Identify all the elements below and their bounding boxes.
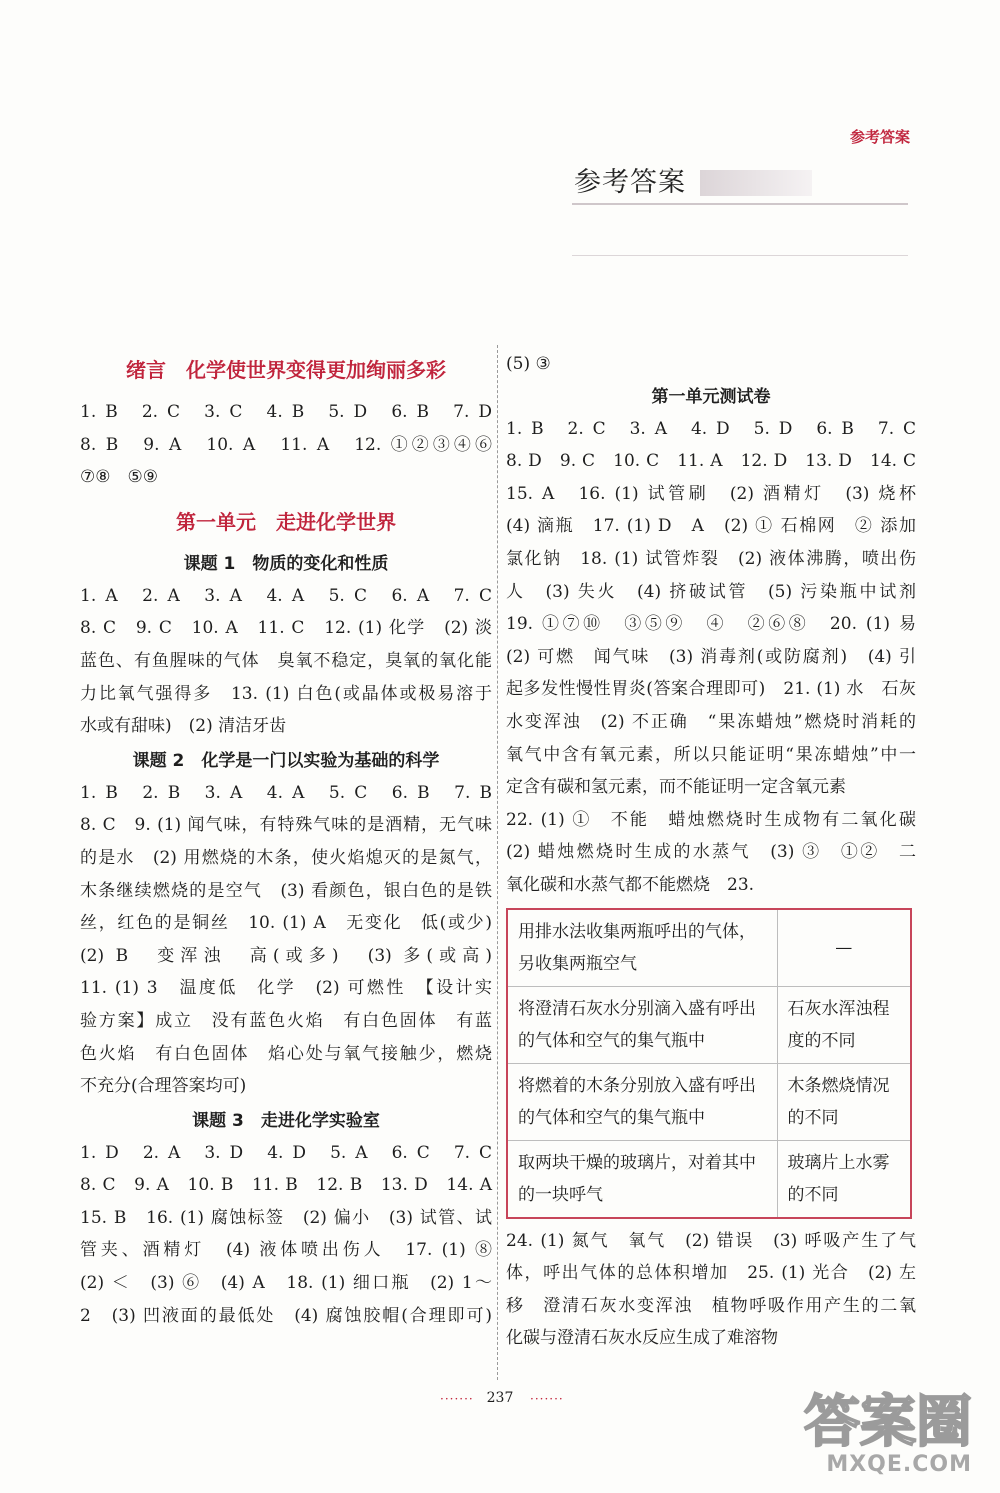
answer-line: (5) ③ [506, 354, 551, 374]
answer-line: (4) 滴瓶 17. (1) D A (2) ① 石棉网 ② 添加 [506, 516, 916, 537]
table-row [507, 986, 911, 1063]
lesson-heading: 课题 2 化学是一门以实验为基础的科学 [132, 750, 440, 771]
left-column [80, 348, 492, 1332]
answer-line: 化碳与澄清石灰水反应生成了难溶物 [506, 1328, 778, 1349]
table-row [507, 1140, 911, 1218]
answer-line: 氧气中含有氧元素，所以只能证明“果冻蜡烛”中一 [506, 744, 916, 765]
answer-line: 体，呼出气体的总体积增加 25. (1) 光合 (2) 左 [506, 1263, 916, 1284]
table-cell-method: 将澄清石灰水分别滴入盛有呼出的气体和空气的集气瓶中 [507, 986, 777, 1063]
answer-line: 色火焰 有白色固体 焰心处与氧气接触少，燃烧 [80, 1043, 492, 1064]
answer-line: (2) B 变浑浊 高(或多) (3) 多(或高) [80, 945, 492, 966]
answer-line: 不充分(合理答案均可) [80, 1076, 247, 1097]
right-column-bottom [506, 1225, 916, 1355]
answer-line: 管夹、酒精灯 (4) 液体喷出伤人 17. (1) ⑧ [80, 1240, 492, 1261]
test-heading: 第一单元测试卷 [651, 386, 771, 407]
answer-line: 力比氧气强得多 13. (1) 白色(或晶体或极易溶于 [80, 683, 492, 704]
answer-line: 8. C 9. (1) 闻气味，有特殊气味的是酒精，无气味 [80, 815, 492, 836]
answer-line: 2 (3) 凹液面的最低处 (4) 腐蚀胶帽(合理即可) [80, 1305, 492, 1326]
table-cell-result: 石灰水浑浊程度的不同 [777, 986, 911, 1063]
answer-line: 1. B 2. C 3. A 4. D 5. D 6. B 7. C [506, 418, 916, 439]
answer-line: 15. A 16. (1) 试管刷 (2) 酒精灯 (3) 烧杯 [506, 483, 916, 504]
table-cell-result: — [777, 909, 911, 987]
page-number: 237 [486, 1390, 514, 1406]
footer-dots-left: ······· [440, 1392, 474, 1406]
watermark-logo: 答案圈 [804, 1390, 972, 1455]
answer-line: 8. C 9. A 10. B 11. B 12. B 13. D 14. A [80, 1175, 492, 1196]
watermark-url: MXQE.COM [826, 1452, 972, 1477]
lesson-heading: 课题 1 物质的变化和性质 [183, 553, 389, 574]
answer-line: 22. (1) ① 不能 蜡烛燃烧时生成物有二氧化碳 [506, 809, 916, 830]
answer-line: (2) ＜ (3) ⑥ (4) A 18. (1) 细口瓶 (2) 1～ [80, 1273, 492, 1294]
answer-line: 蓝色、有鱼腥味的气体 臭氧不稳定，臭氧的氧化能 [80, 650, 492, 671]
table-cell-result: 玻璃片上水雾的不同 [777, 1140, 911, 1218]
title-decoration [700, 170, 812, 196]
answer-line: 1. B 2. C 3. C 4. B 5. D 6. B 7. D [80, 402, 492, 422]
unit-heading: 绪言 化学使世界变得更加绚丽多彩 [126, 358, 446, 382]
answer-line: 1. A 2. A 3. A 4. A 5. C 6. A 7. C [80, 585, 492, 606]
table-cell-method: 将燃着的木条分别放入盛有呼出的气体和空气的集气瓶中 [507, 1063, 777, 1140]
answer-line: 19. ①⑦⑩ ③⑤⑨ ④ ②⑥⑧ 20. (1) 易 [506, 614, 916, 635]
answer-line: 的是水 (2) 用燃烧的木条，使火焰熄灭的是氮气， [80, 847, 492, 868]
lesson-heading: 课题 3 走进化学实验室 [192, 1110, 380, 1131]
answer-line: 8. D 9. C 10. C 11. A 12. D 13. D 14. C [506, 451, 916, 472]
answer-line: 人 (3) 失火 (4) 挤破试管 (5) 污染瓶中试剂 [506, 581, 916, 602]
table-cell-result: 木条燃烧情况的不同 [777, 1063, 911, 1140]
answer-line: 木条继续燃烧的是空气 (3) 看颜色，银白色的是铁 [80, 880, 492, 901]
answer-line: 水或有甜味) (2) 清洁牙齿 [80, 716, 287, 737]
answer-line: 验方案】成立 没有蓝色火焰 有白色固体 有蓝 [80, 1010, 492, 1031]
right-column [506, 348, 916, 1355]
answer-line: 起多发性慢性胃炎(答案合理即可) 21. (1) 水 石灰 [506, 679, 916, 700]
footer-dots-right: ······· [530, 1392, 564, 1406]
answer-line: 氧化碳和水蒸气都不能燃烧 23. [506, 874, 755, 895]
answer-line: (2) 可燃 闻气味 (3) 消毒剂(或防腐剂) (4) 引 [506, 646, 916, 667]
table-row [507, 1063, 911, 1140]
answer-line: 1. B 2. B 3. A 4. A 5. C 6. B 7. B [80, 782, 492, 803]
answer-line: 氯化钠 18. (1) 试管炸裂 (2) 液体沸腾，喷出伤 [506, 548, 916, 569]
answer-line: ⑦⑧ ⑤⑨ [80, 467, 158, 488]
right-column-top [506, 348, 916, 902]
answer-line: (2) 蜡烛燃烧时生成的水蒸气 (3) ③ ①② 二 [506, 842, 916, 863]
watermark [804, 1390, 972, 1477]
answer-line: 8. B 9. A 10. A 11. A 12. ①②③④⑥ [80, 434, 492, 455]
header-tag: 参考答案 [849, 128, 910, 146]
answer-line: 水变浑浊 (2) 不正确 “果冻蜡烛”燃烧时消耗的 [506, 711, 916, 732]
answer-line: 丝，红色的是铜丝 10. (1) A 无变化 低(或少) [80, 913, 492, 934]
answer-line: 1. D 2. A 3. D 4. D 5. A 6. C 7. C [80, 1142, 492, 1163]
page-title: 参考答案 [574, 167, 686, 198]
table-cell-method: 用排水法收集两瓶呼出的气体，另收集两瓶空气 [507, 909, 777, 987]
answer-line: 11. (1) 3 温度低 化学 (2) 可燃性 【设计实 [80, 978, 492, 999]
answer-table-23 [506, 908, 912, 1219]
answer-line: 定含有碳和氢元素，而不能证明一定含氧元素 [506, 777, 846, 798]
answer-line: 24. (1) 氮气 氧气 (2) 错误 (3) 呼吸产生了气 [506, 1230, 916, 1251]
title-rule [572, 203, 908, 205]
header-rule [572, 255, 908, 256]
table-row [507, 909, 911, 987]
answer-line: 移 澄清石灰水变浑浊 植物呼吸作用产生的二氧 [506, 1295, 916, 1316]
table-cell-method: 取两块干燥的玻璃片，对着其中的一块呼气 [507, 1140, 777, 1218]
unit-heading: 第一单元 走进化学世界 [176, 509, 396, 534]
column-divider [497, 345, 498, 1380]
answer-line: 15. B 16. (1) 腐蚀标签 (2) 偏小 (3) 试管、试 [80, 1207, 492, 1228]
answer-line: 8. C 9. C 10. A 11. C 12. (1) 化学 (2) 淡 [80, 618, 492, 639]
